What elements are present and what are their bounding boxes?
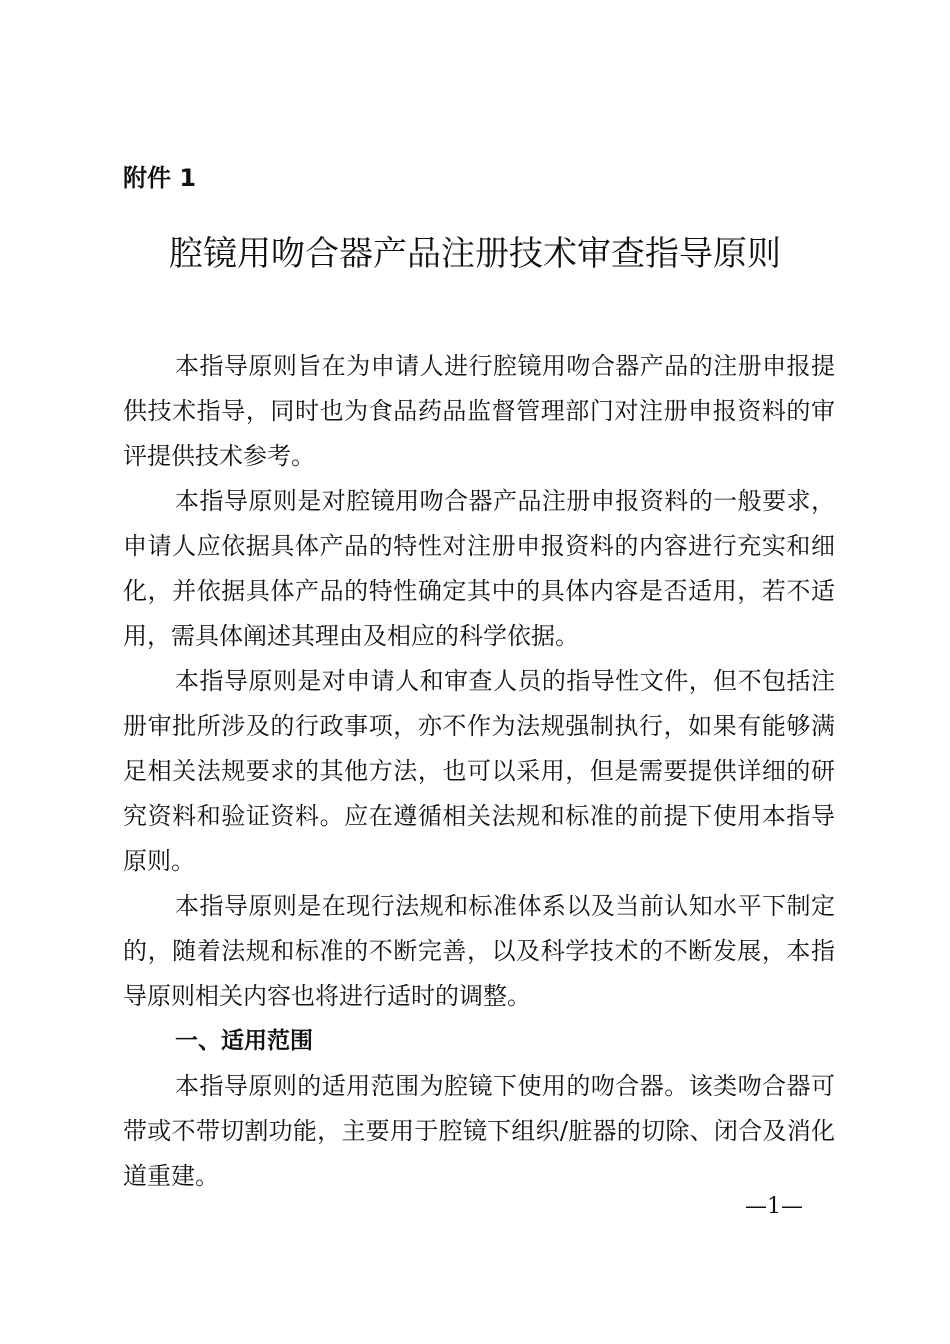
attachment-label: 附件 1 [123, 164, 197, 192]
document-title: 腔镜用吻合器产品注册技术审查指导原则 [169, 234, 781, 274]
paragraph-guidance-nature: 本指导原则是对申请人和审查人员的指导性文件，但不包括注册审批所涉及的行政事项，亦不作为法规强制执行，如果有能够满足相关法规要求的其他方法，也可以采用，但是需要提供详细的研究资料和验证资料。应在遵循相关法规和标准的前提下使用本指导原则。 [123, 667, 835, 875]
paragraph-adjustment: 本指导原则是在现行法规和标准体系以及当前认知水平下制定的，随着法规和标准的不断完善，以及科学技术的不断发展，本指导原则相关内容也将进行适时的调整。 [123, 892, 835, 1010]
paragraph-scope: 本指导原则的适用范围为腔镜下使用的吻合器。该类吻合器可带或不带切割功能，主要用于腔镜下组织/脏器的切除、闭合及消化道重建。 [123, 1072, 835, 1190]
paragraph-requirements: 本指导原则是对腔镜用吻合器产品注册申报资料的一般要求，申请人应依据具体产品的特性对注册申报资料的内容进行充实和细化，并依据具体产品的特性确定其中的具体内容是否适用，若不适用，需具体阐述其理由及相应的科学依据。 [123, 487, 835, 650]
paragraph-purpose: 本指导原则旨在为申请人进行腔镜用吻合器产品的注册申报提供技术指导，同时也为食品药品监督管理部门对注册申报资料的审评提供技术参考。 [123, 352, 835, 470]
page-number: —1— [745, 1194, 803, 1219]
section-heading-scope: 一、适用范围 [175, 1028, 313, 1054]
document-body [123, 344, 835, 1199]
